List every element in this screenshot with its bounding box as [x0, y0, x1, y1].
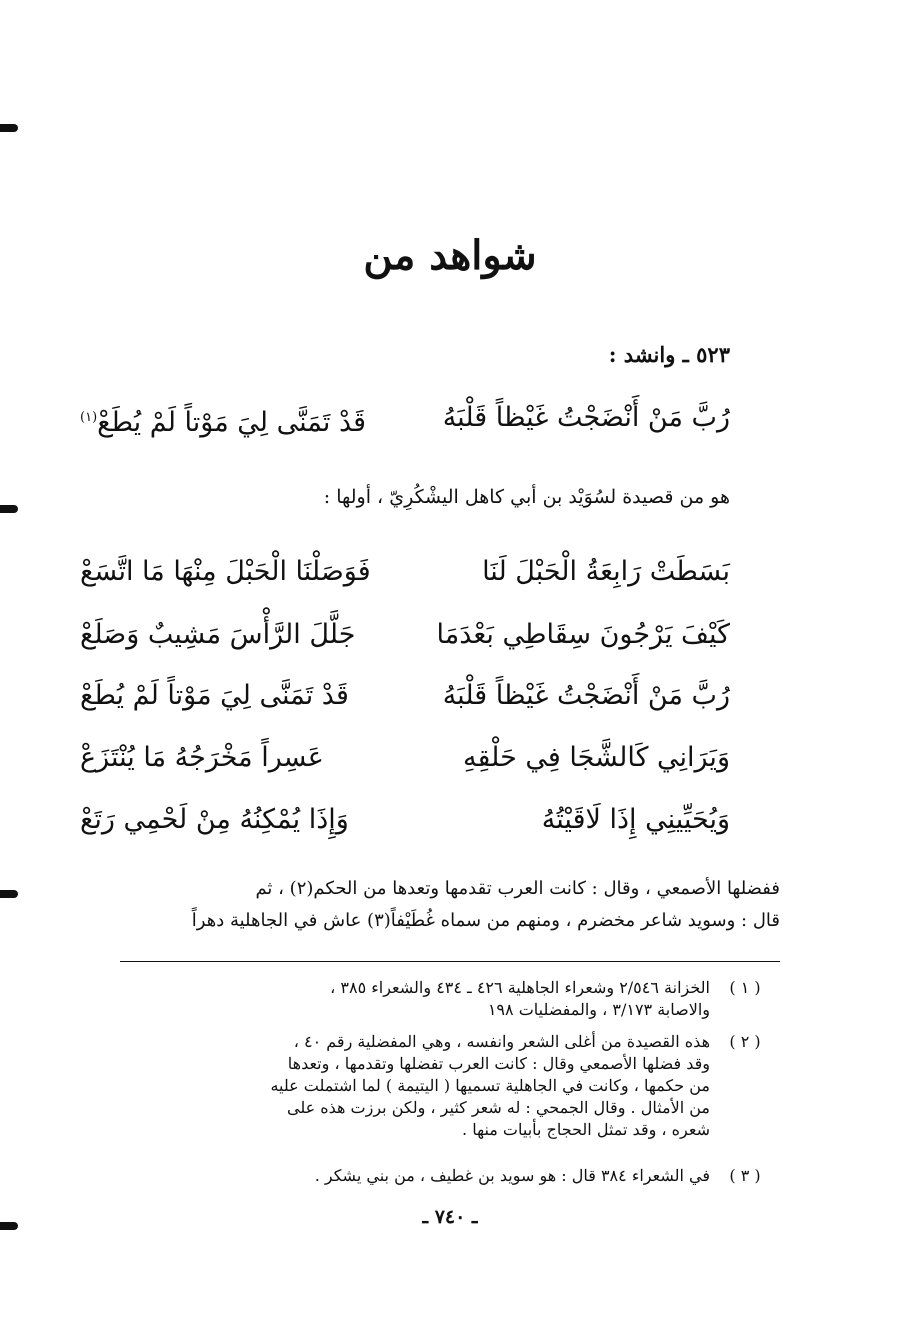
- footnote-line: شعره ، وقد تمثل الحجاج بأبيات منها .: [462, 1120, 710, 1139]
- footnote-number: ( ٢ ): [729, 1032, 761, 1051]
- footnote-text: [70, 977, 710, 1021]
- footnote-line: من الأمثال . وقال الجمحي : له شعر كثير ، ولكن برزت هذه على: [286, 1098, 710, 1117]
- commentary-line: قال : وسويد شاعر مخضرم ، ومنهم من سماه غُطَيْفاً(٣) عاش في الجاهلية دهراً: [191, 910, 780, 931]
- footnote-marker: (١): [80, 410, 98, 425]
- footnote-text: [70, 1031, 710, 1141]
- scan-artifact-mark: [0, 505, 18, 513]
- footnote-line: وقد فضلها الأصمعي وقال : كانت العرب تفضلها وتقدمها ، وتعدها: [287, 1054, 710, 1073]
- commentary-line: ففضلها الأصمعي ، وقال : كانت العرب تقدمها وتعدها من الحكم(٢) ، ثم: [255, 878, 780, 899]
- footnote-number: ( ٣ ): [729, 1166, 761, 1185]
- poem-verse-first-hemistich: رُبَّ مَنْ أَنْضَجْتُ غَيْظاً قَلْبَهُ: [442, 680, 730, 711]
- poem-verse-first-hemistich: وَيَرَانِي كَالشَّجَا فِي حَلْقِهِ: [463, 742, 730, 773]
- footnote-line: في الشعراء ٣٨٤ قال : هو سويد بن غطيف ، من بني يشكر .: [314, 1166, 710, 1185]
- footnote-line: والاصابة ٣/١٧٣ ، والمفضليات ١٩٨: [487, 1000, 710, 1019]
- footnote-number: ( ١ ): [729, 978, 761, 997]
- poem-verse-second-hemistich: وَإِذَا يُمْكِنُهُ مِنْ لَحْمِي رَتَعْ: [80, 804, 349, 835]
- hemistich-text: قَدْ تَمَنَّى لِيَ مَوْتاً لَمْ يُطَعْ: [97, 407, 367, 438]
- hemistich-text: رُبَّ مَنْ أَنْضَجْتُ غَيْظاً قَلْبَهُ: [442, 402, 730, 433]
- scan-artifact-mark: [0, 124, 18, 132]
- poem-verse-first-hemistich: وَيُحَيِّينِي إِذَا لَاقَيْتُهُ: [541, 804, 730, 835]
- poem-introduction: هو من قصيدة لسُوَيْد بن أبي كاهل اليشْكُرِيّ ، أولها :: [323, 486, 730, 508]
- poem-verse-second-hemistich: فَوَصَلْنَا الْحَبْلَ مِنْهَا مَا اتَّسَعْ: [80, 556, 371, 587]
- commentary-paragraph: [80, 873, 780, 937]
- poem-verse-first-hemistich: كَيْفَ يَرْجُونَ سِقَاطِي بَعْدَمَا: [436, 619, 730, 650]
- page-title: شواهد من: [363, 232, 537, 279]
- scan-artifact-mark: [0, 890, 18, 898]
- footnote-line: الخزانة ٢/٥٤٦ وشعراء الجاهلية ٤٢٦ ـ ٤٣٤ والشعراء ٣٨٥ ،: [330, 978, 710, 997]
- footnote-line: هذه القصيدة من أغلى الشعر وانفسه ، وهي المفضلية رقم ٤٠ ،: [293, 1032, 710, 1051]
- poem-verse-second-hemistich: جَلَّلَ الرَّأْسَ مَشِيبٌ وَصَلَعْ: [80, 619, 356, 650]
- page-number: ـ ٧٤٠ ـ: [422, 1206, 478, 1228]
- entry-heading: ٥٢٣ ـ وانشد :: [608, 342, 730, 367]
- footnote-text: [70, 1165, 710, 1187]
- poem-verse-second-hemistich: عَسِراً مَخْرَجُهُ مَا يُنْتَزَعْ: [80, 742, 324, 773]
- opening-verse-second-hemistich: [80, 398, 380, 438]
- opening-verse-first-hemistich: [420, 398, 730, 438]
- poem-verse-second-hemistich: قَدْ تَمَنَّى لِيَ مَوْتاً لَمْ يُطَعْ: [80, 680, 349, 711]
- footnote-line: من حكمها ، وكانت في الجاهلية تسميها ( اليتيمة ) لما اشتملت عليه: [270, 1076, 710, 1095]
- footnote-separator: [120, 961, 780, 962]
- poem-verse-first-hemistich: بَسَطَتْ رَابِعَةُ الْحَبْلَ لَنَا: [482, 556, 730, 587]
